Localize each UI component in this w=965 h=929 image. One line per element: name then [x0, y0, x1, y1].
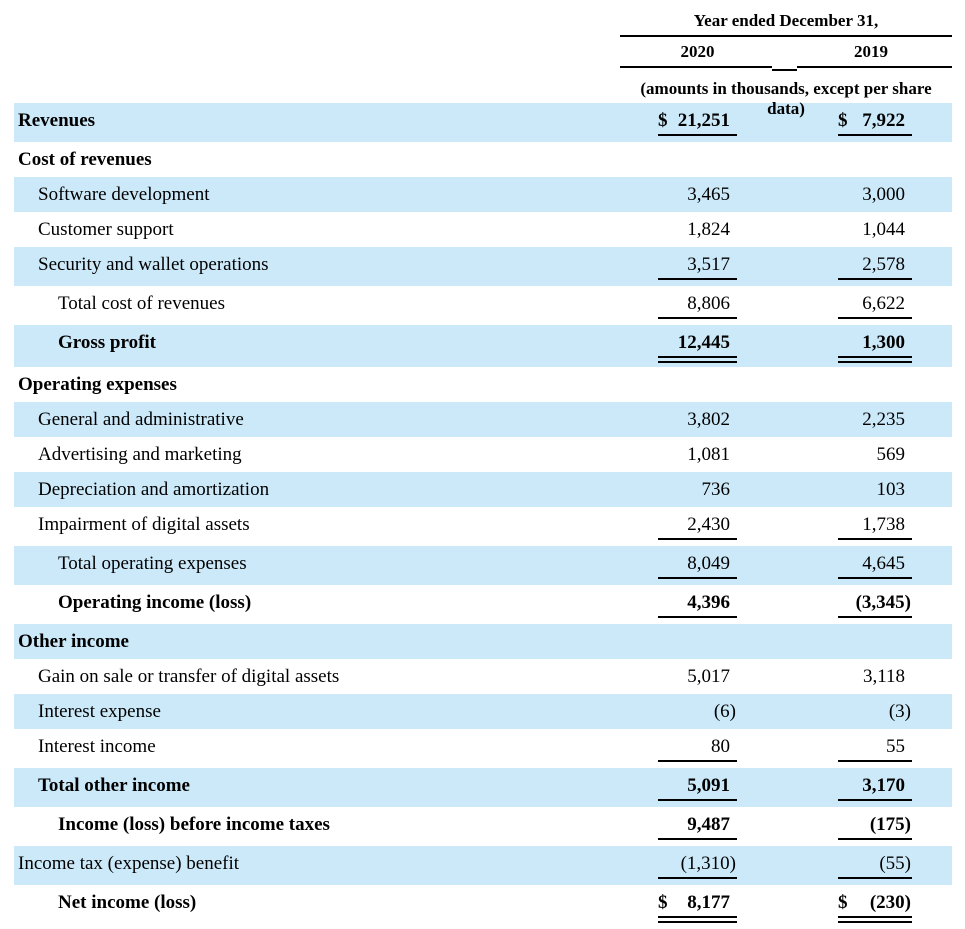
col-2020	[620, 631, 775, 633]
col-2020	[620, 666, 775, 690]
table-row	[14, 846, 952, 885]
col-2019	[790, 374, 952, 376]
cell-value-2020: 736	[701, 479, 730, 500]
col-2020	[620, 553, 775, 579]
cell-value-2020: (1,310)	[680, 853, 736, 874]
cell-2019	[838, 374, 912, 376]
col-2020	[620, 814, 775, 840]
cell-value-2020: 4,396	[687, 592, 730, 613]
col-2020	[620, 701, 775, 725]
col-2020	[620, 254, 775, 280]
col-2019	[790, 514, 952, 540]
row-label: Software development	[38, 184, 210, 205]
cell-2019	[838, 592, 912, 618]
cell-value-2019: (55)	[879, 853, 911, 874]
table-row	[14, 694, 952, 729]
cell-value-2020: (6)	[713, 701, 736, 722]
col-2019	[790, 701, 952, 725]
table-row	[14, 885, 952, 927]
col-2020	[620, 219, 775, 243]
cell-value-2019: 1,044	[862, 219, 905, 240]
cell-2020	[658, 701, 737, 725]
row-label: Net income (loss)	[58, 892, 197, 913]
cell-2020	[658, 110, 737, 136]
cell-2019	[838, 149, 912, 151]
cell-2019	[838, 701, 912, 725]
col-2020	[620, 409, 775, 433]
row-label: Impairment of digital assets	[38, 514, 250, 535]
cell-2019	[838, 553, 912, 579]
table-row	[14, 624, 952, 659]
cell-2020	[658, 149, 737, 151]
row-label: Other income	[18, 631, 129, 652]
col-2019	[790, 553, 952, 579]
units-note: (amounts in thousands, except per share data)	[640, 79, 932, 118]
col-2020	[620, 184, 775, 208]
cell-value-2019: 2,578	[862, 254, 905, 275]
cell-value-2020: 1,824	[687, 219, 730, 240]
col-2020	[620, 374, 775, 376]
row-label: Income (loss) before income taxes	[58, 814, 330, 835]
cell-value-2020: 3,465	[687, 184, 730, 205]
cell-2020	[658, 666, 737, 690]
table-row	[14, 177, 952, 212]
cell-value-2019: 3,170	[862, 775, 905, 796]
row-label: Cost of revenues	[18, 149, 152, 170]
dollar-sign: $	[838, 892, 848, 913]
col-2019	[790, 631, 952, 633]
col-2020	[620, 149, 775, 151]
table-row	[14, 472, 952, 507]
col-2020	[620, 444, 775, 468]
cell-2019	[838, 514, 912, 540]
cell-2020	[658, 592, 737, 618]
col-2019	[790, 666, 952, 690]
cell-2019	[838, 666, 912, 690]
row-label: Total operating expenses	[58, 553, 247, 574]
cell-value-2020: 8,177	[687, 892, 730, 913]
cell-2020	[658, 892, 737, 923]
cell-2019	[838, 409, 912, 433]
row-label: Customer support	[38, 219, 174, 240]
cell-2020	[658, 514, 737, 540]
table-row	[14, 286, 952, 325]
cell-2020	[658, 479, 737, 503]
col-2019	[790, 853, 952, 879]
col-2019	[790, 219, 952, 243]
cell-value-2019: 7,922	[862, 110, 905, 131]
col-2020	[620, 332, 775, 363]
table-row	[14, 437, 952, 472]
cell-value-2020: 1,081	[687, 444, 730, 465]
table-row	[14, 325, 952, 367]
cell-value-2020: 5,091	[687, 775, 730, 796]
row-label: Interest expense	[38, 701, 161, 722]
table-row	[14, 212, 952, 247]
cell-2020	[658, 444, 737, 468]
cell-2019	[838, 479, 912, 503]
row-label: Security and wallet operations	[38, 254, 269, 275]
column-header-2020: 2020	[680, 41, 715, 61]
row-label: Interest income	[38, 736, 156, 757]
year-column-headers	[14, 37, 952, 66]
rule-2019	[797, 66, 952, 68]
col-2019	[790, 184, 952, 208]
cell-2019	[838, 219, 912, 243]
cell-2020	[658, 374, 737, 376]
cell-value-2019: (3)	[888, 701, 911, 722]
col-2020	[620, 110, 775, 136]
cell-2020	[658, 409, 737, 433]
cell-2019	[838, 184, 912, 208]
col-2019	[790, 775, 952, 801]
col-2020	[620, 293, 775, 319]
cell-2019	[838, 736, 912, 762]
cell-value-2020: 3,802	[687, 409, 730, 430]
income-statement-table	[14, 103, 952, 927]
row-label: Advertising and marketing	[38, 444, 242, 465]
table-row	[14, 807, 952, 846]
cell-2020	[658, 775, 737, 801]
rule-2020	[620, 66, 772, 68]
cell-2019	[838, 254, 912, 280]
cell-value-2020: 9,487	[687, 814, 730, 835]
cell-value-2019: 3,000	[862, 184, 905, 205]
row-label: Gross profit	[58, 332, 156, 353]
cell-value-2019: (175)	[869, 814, 911, 835]
col-2019	[790, 892, 952, 923]
table-row	[14, 247, 952, 286]
row-label: Operating expenses	[18, 374, 177, 395]
cell-value-2019: 3,118	[862, 666, 905, 687]
cell-value-2020: 80	[711, 736, 730, 757]
cell-2019	[838, 631, 912, 633]
cell-2020	[658, 254, 737, 280]
cell-value-2019: 2,235	[862, 409, 905, 430]
cell-value-2020: 8,806	[687, 293, 730, 314]
cell-2019	[838, 444, 912, 468]
col-2020	[620, 514, 775, 540]
table-row	[14, 585, 952, 624]
row-label: Gain on sale or transfer of digital assets	[38, 666, 340, 687]
col-2019	[790, 592, 952, 618]
table-row	[14, 768, 952, 807]
cell-value-2019: 1,300	[862, 332, 905, 353]
cell-2020	[658, 219, 737, 243]
col-2019	[790, 409, 952, 433]
cell-2020	[658, 184, 737, 208]
cell-2019	[838, 775, 912, 801]
col-2020	[620, 592, 775, 618]
row-label: General and administrative	[38, 409, 244, 430]
cell-value-2019: 6,622	[862, 293, 905, 314]
table-row	[14, 546, 952, 585]
cell-value-2020: 12,445	[677, 332, 730, 353]
cell-2019	[838, 814, 912, 840]
cell-value-2020: 8,049	[687, 553, 730, 574]
rule-gap-step	[772, 69, 797, 71]
table-row	[14, 507, 952, 546]
cell-2020	[658, 631, 737, 633]
cell-2019	[838, 853, 912, 879]
col-2019	[790, 736, 952, 762]
cell-2020	[658, 736, 737, 762]
col-2019	[790, 254, 952, 280]
row-label: Depreciation and amortization	[38, 479, 270, 500]
cell-2020	[658, 853, 737, 879]
cell-2019	[838, 293, 912, 319]
cell-value-2020: 5,017	[687, 666, 730, 687]
col-2020	[620, 853, 775, 879]
cell-value-2019: 1,738	[862, 514, 905, 535]
cell-value-2019: 55	[886, 736, 905, 757]
col-2019	[790, 479, 952, 503]
col-2019	[790, 332, 952, 363]
col-2019	[790, 444, 952, 468]
col-2020	[620, 892, 775, 923]
dollar-sign: $	[658, 892, 668, 913]
col-2020	[620, 479, 775, 503]
cell-2019	[838, 892, 912, 923]
cell-value-2019: 569	[876, 444, 905, 465]
table-row	[14, 402, 952, 437]
cell-value-2020: 3,517	[687, 254, 730, 275]
table-row	[14, 729, 952, 768]
col-2020	[620, 736, 775, 762]
col-2020	[620, 775, 775, 801]
dollar-sign: $	[658, 110, 668, 131]
cell-value-2019: (3,345)	[855, 592, 911, 613]
row-label: Total cost of revenues	[58, 293, 225, 314]
col-2019	[790, 293, 952, 319]
cell-value-2019: (230)	[869, 892, 911, 913]
row-label: Revenues	[18, 110, 96, 131]
row-label: Operating income (loss)	[58, 592, 252, 613]
col-2019	[790, 110, 952, 136]
table-row	[14, 659, 952, 694]
column-header-2019: 2019	[854, 41, 888, 61]
cell-value-2019: 103	[876, 479, 905, 500]
table-row	[14, 367, 952, 402]
col-2019	[790, 149, 952, 151]
col-2019	[790, 814, 952, 840]
cell-value-2020: 2,430	[687, 514, 730, 535]
cell-value-2019: 4,645	[862, 553, 905, 574]
cell-2020	[658, 814, 737, 840]
cell-value-2020: 21,251	[677, 110, 730, 131]
column-header-rules	[14, 66, 952, 73]
row-label: Total other income	[38, 775, 190, 796]
dollar-sign: $	[838, 110, 848, 131]
period-header: Year ended December 31,	[693, 11, 879, 30]
cell-2020	[658, 553, 737, 579]
cell-2019	[838, 110, 912, 136]
row-label: Income tax (expense) benefit	[18, 853, 240, 874]
cell-2020	[658, 293, 737, 319]
table-row	[14, 142, 952, 177]
cell-2020	[658, 332, 737, 363]
table-row	[14, 103, 952, 142]
cell-2019	[838, 332, 912, 363]
